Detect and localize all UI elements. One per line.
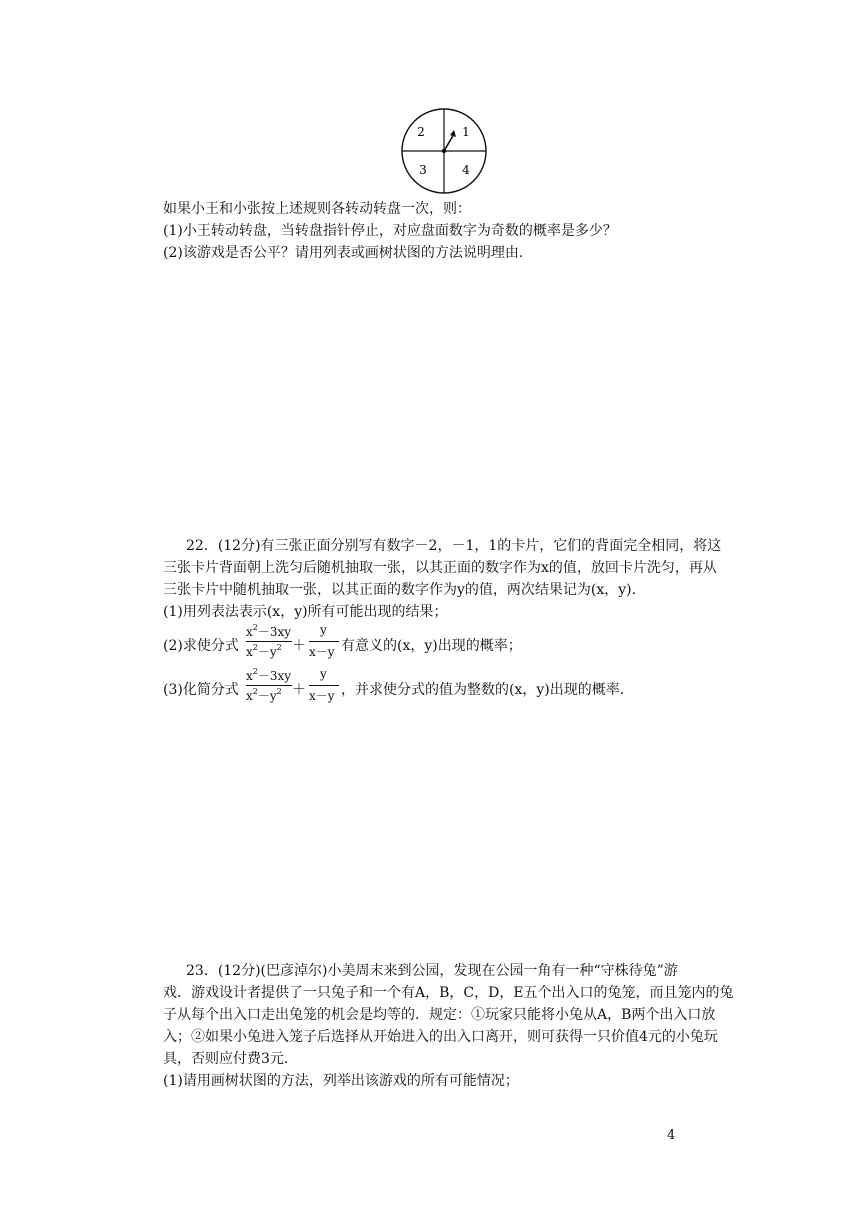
spinner-sector-2: 2 <box>417 125 425 139</box>
q22-part-2-fraction-1 <box>246 623 292 663</box>
q23-part-1: (1)请用画树状图的方法，列举出该游戏的所有可能情况； <box>163 1073 519 1089</box>
q22-part-3-prefix: (3)化简分式 <box>163 682 239 698</box>
fraction-1-numerator: $x^2-3xy$ <box>246 623 292 639</box>
q22-part-3-plus: ＋ <box>292 682 306 698</box>
q21-part-2: (2)该游戏是否公平？请用列表或画树状图的方法说明理由. <box>163 245 524 261</box>
q22-part-2-fraction-2 <box>309 623 339 663</box>
spinner-pointer <box>444 134 454 151</box>
fraction-2-bar <box>309 641 339 642</box>
spinner-sector-1: 1 <box>462 125 470 139</box>
q22-part-3-fraction-1 <box>246 667 292 707</box>
spinner-sector-3: 3 <box>419 163 427 177</box>
q22-line-2: 三张卡片背面朝上洗匀后随机抽取一张，以其正面的数字作为x的值，放回卡片洗匀，再从 <box>163 560 717 576</box>
q23-line-4: 入；②如果小兔进入笼子后选择从开始进入的出入口离开，则可获得一只价值4元的小兔玩 <box>163 1029 718 1045</box>
spinner-figure <box>398 108 492 198</box>
spinner-sector-4: 4 <box>462 163 470 177</box>
page-number: 4 <box>667 1128 676 1143</box>
fraction-2-denominator: x－y <box>309 689 335 703</box>
fraction-1-denominator: $x^2-y^2$ <box>246 687 282 703</box>
fraction-1-bar <box>246 641 292 642</box>
q22-part-2-suffix: 有意义的(x，y)出现的概率； <box>341 638 522 654</box>
q21-intro: 如果小王和小张按上述规则各转动转盘一次，则： <box>163 201 471 217</box>
q23-line-2: 戏．游戏设计者提供了一只兔子和一个有A，B，C，D，E五个出入口的兔笼，而且笼内的兔 <box>163 985 734 1001</box>
q22-part-3-suffix: ，并求使分式的值为整数的(x，y)出现的概率. <box>341 682 625 698</box>
q22-line-3: 三张卡片中随机抽取一张，以其正面的数字作为y的值，两次结果记为(x，y). <box>163 582 637 598</box>
q22-line-1: 22．(12分)有三张正面分别写有数字－2，－1，1的卡片，它们的背面完全相同，将这 <box>186 538 722 554</box>
q22-part-2-prefix: (2)求使分式 <box>163 638 239 654</box>
fraction-1-denominator: $x^2-y^2$ <box>246 643 282 659</box>
fraction-1-numerator: $x^2-3xy$ <box>246 667 292 683</box>
fraction-2-denominator: x－y <box>309 645 335 659</box>
spinner-center-dot <box>442 149 446 153</box>
q23-line-5: 具，否则应付费3元. <box>163 1051 289 1067</box>
spinner-pointer-arrowhead <box>450 130 456 137</box>
fraction-2-numerator: y <box>320 623 327 637</box>
q21-part-1: (1)小王转动转盘，当转盘指针停止，对应盘面数字为奇数的概率是多少？ <box>163 223 617 239</box>
fraction-2-bar <box>309 685 339 686</box>
fraction-2-numerator: y <box>320 667 327 681</box>
q22-part-2-plus: ＋ <box>292 638 306 654</box>
q22-part-3-fraction-2 <box>309 667 339 707</box>
q23-line-1: 23．(12分)(巴彦淖尔)小美周末来到公园，发现在公园一角有一种“守株待兔”游 <box>186 963 678 979</box>
q23-line-3: 子从每个出入口走出兔笼的机会是均等的．规定：①玩家只能将小兔从A，B两个出入口放 <box>163 1007 716 1023</box>
fraction-1-bar <box>246 685 292 686</box>
q22-part-1: (1)用列表法表示(x，y)所有可能出现的结果； <box>163 604 448 620</box>
